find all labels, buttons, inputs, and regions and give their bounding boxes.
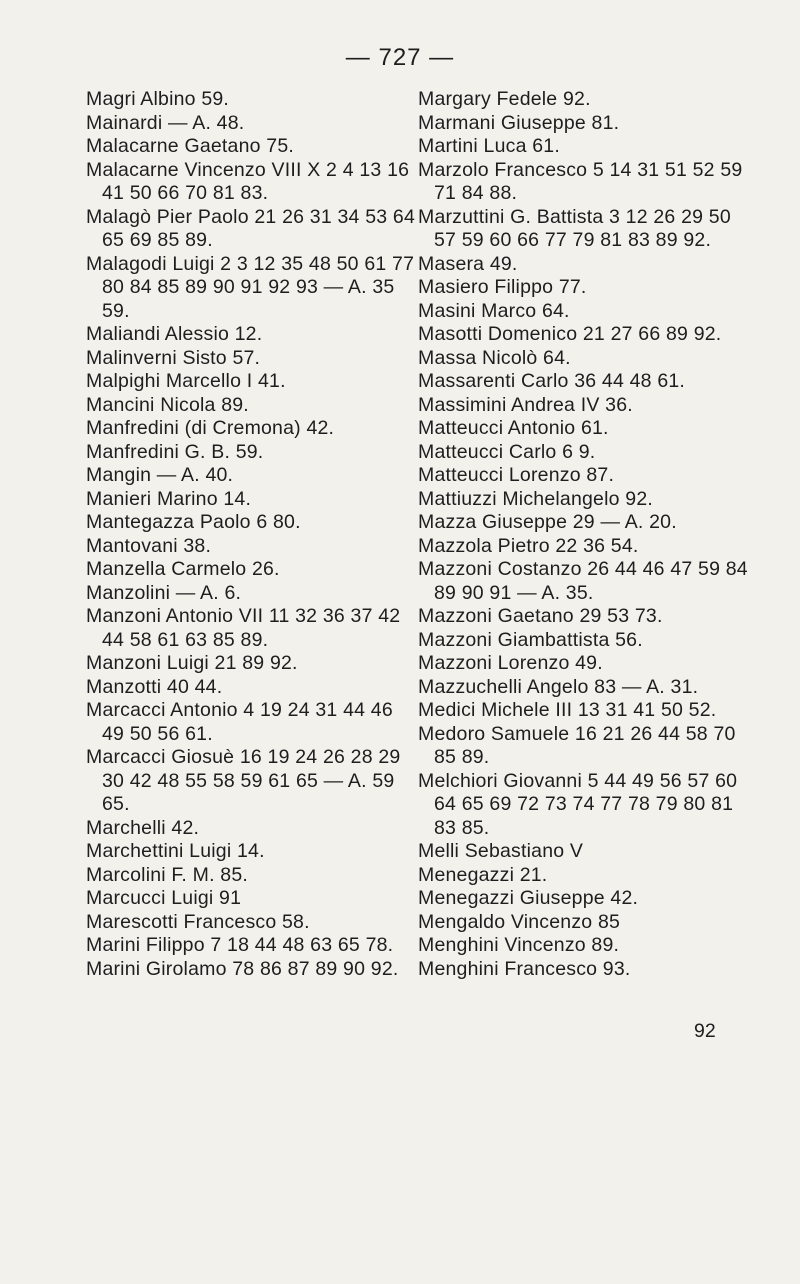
- index-entry: Melchiori Giovanni 5 44 49 56 57 60 64 65 69 72 73 74 77 78 79 80 81 83 85.: [418, 769, 738, 839]
- index-entry: Melli Sebastiano V: [418, 840, 584, 862]
- index-entry: Masini Marco 64.: [418, 299, 570, 322]
- index-entry: Manzella Carmelo 26.: [86, 558, 280, 580]
- index-entry: Menghini Francesco 93.: [418, 957, 631, 980]
- index-entry: Malpighi Marcello I 41.: [86, 370, 286, 392]
- index-entry: Margary Fedele 92.: [418, 88, 591, 110]
- continuation-number: 92: [694, 1020, 716, 1042]
- index-entry: Mancini Nicola 89.: [86, 393, 249, 416]
- index-entry: Mainardi — A. 48.: [86, 111, 245, 134]
- index-entry: Mazza Giuseppe 29 — A. 20.: [418, 511, 677, 533]
- index-entry: Martini Luca 61.: [418, 135, 560, 157]
- index-entry: Mazzoni Lorenzo 49.: [418, 652, 603, 674]
- index-entry: Marzuttini G. Battista 3 12 26 29 50 57 59 60 66 77 79 81 83 89 92.: [418, 205, 731, 251]
- right-column: [418, 88, 748, 981]
- index-entry: Marcacci Giosuè 16 19 24 26 28 29 30 42 48 55 58 59 61 65 — A. 59 65.: [86, 746, 401, 815]
- index-entry: Manzoni Luigi 21 89 92.: [86, 652, 298, 674]
- index-entry: Marmani Giuseppe 81.: [418, 111, 620, 134]
- index-entry: Marchelli 42.: [86, 816, 200, 839]
- index-entry: Massarenti Carlo 36 44 48 61.: [418, 370, 686, 392]
- index-entry: Masotti Domenico 21 27 66 89 92.: [418, 323, 722, 345]
- index-entry: Mazzola Pietro 22 36 54.: [418, 534, 639, 557]
- index-entry: Magri Albino 59.: [86, 88, 230, 110]
- index-entry: Massa Nicolò 64.: [418, 346, 571, 369]
- index-entry: Medoro Samuele 16 21 26 44 58 70 85 89.: [418, 722, 736, 768]
- index-entry: Menghini Vincenzo 89.: [418, 934, 620, 956]
- index-entry: Marini Filippo 7 18 44 48 63 65 78.: [86, 934, 394, 956]
- index-entry: Marchettini Luigi 14.: [86, 840, 265, 862]
- index-entry: Marcucci Luigi 91: [86, 887, 242, 909]
- index-entry: Malagò Pier Paolo 21 26 31 34 53 64 65 69 85 89.: [86, 205, 415, 251]
- index-entry: Marescotti Francesco 58.: [86, 910, 310, 933]
- index-entry: Medici Michele III 13 31 41 50 52.: [418, 699, 717, 721]
- index-entry: Matteucci Lorenzo 87.: [418, 464, 615, 486]
- index-entry: Marcolini F. M. 85.: [86, 863, 249, 886]
- index-entry: Matteucci Antonio 61.: [418, 417, 609, 439]
- index-entry: Mantegazza Paolo 6 80.: [86, 511, 301, 533]
- index-entry: Masiero Filippo 77.: [418, 276, 587, 298]
- index-entry: Manzoni Antonio VII 11 32 36 37 42 44 58 61 63 85 89.: [86, 605, 401, 651]
- left-column: [86, 88, 416, 981]
- index-entry: Mantovani 38.: [86, 534, 212, 557]
- index-entry: Mazzoni Costanzo 26 44 46 47 59 84 89 90 91 — A. 35.: [418, 558, 748, 604]
- index-entry: Mazzoni Giambattista 56.: [418, 628, 643, 651]
- index-entry: Mazzoni Gaetano 29 53 73.: [418, 605, 663, 627]
- index-entry: Marcacci Antonio 4 19 24 31 44 46 49 50 56 61.: [86, 699, 393, 745]
- index-entry: Malacarne Vincenzo VIII X 2 4 13 16 41 50 66 70 81 83.: [86, 158, 410, 204]
- index-entry: Marzolo Francesco 5 14 31 51 52 59 71 84 88.: [418, 158, 743, 204]
- index-entry: Malacarne Gaetano 75.: [86, 135, 294, 157]
- index-entry: Manfredini (di Cremona) 42.: [86, 417, 335, 439]
- index-entry: Malinverni Sisto 57.: [86, 346, 261, 369]
- index-entry: Massimini Andrea IV 36.: [418, 393, 633, 416]
- index-entry: Menegazzi 21.: [418, 863, 548, 886]
- index-entry: Mazzuchelli Angelo 83 — A. 31.: [418, 675, 699, 698]
- index-entry: Manzolini — A. 6.: [86, 581, 242, 604]
- index-entry: Manfredini G. B. 59.: [86, 440, 264, 463]
- index-entry: Masera 49.: [418, 252, 518, 275]
- index-entry: Marini Girolamo 78 86 87 89 90 92.: [86, 957, 399, 980]
- page-number: — 727 —: [345, 44, 455, 71]
- index-entry: Manzotti 40 44.: [86, 675, 223, 698]
- index-entry: Malagodi Luigi 2 3 12 35 48 50 61 77 80 84 85 89 90 91 92 93 — A. 35 59.: [86, 252, 415, 322]
- index-entry: Mattiuzzi Michelangelo 92.: [418, 487, 653, 510]
- index-entry: Menegazzi Giuseppe 42.: [418, 887, 639, 909]
- index-entry: Maliandi Alessio 12.: [86, 323, 263, 345]
- index-entry: Matteucci Carlo 6 9.: [418, 440, 596, 463]
- index-entry: Manieri Marino 14.: [86, 487, 252, 510]
- index-entry: Mengaldo Vincenzo 85: [418, 910, 621, 933]
- index-entry: Mangin — A. 40.: [86, 464, 234, 486]
